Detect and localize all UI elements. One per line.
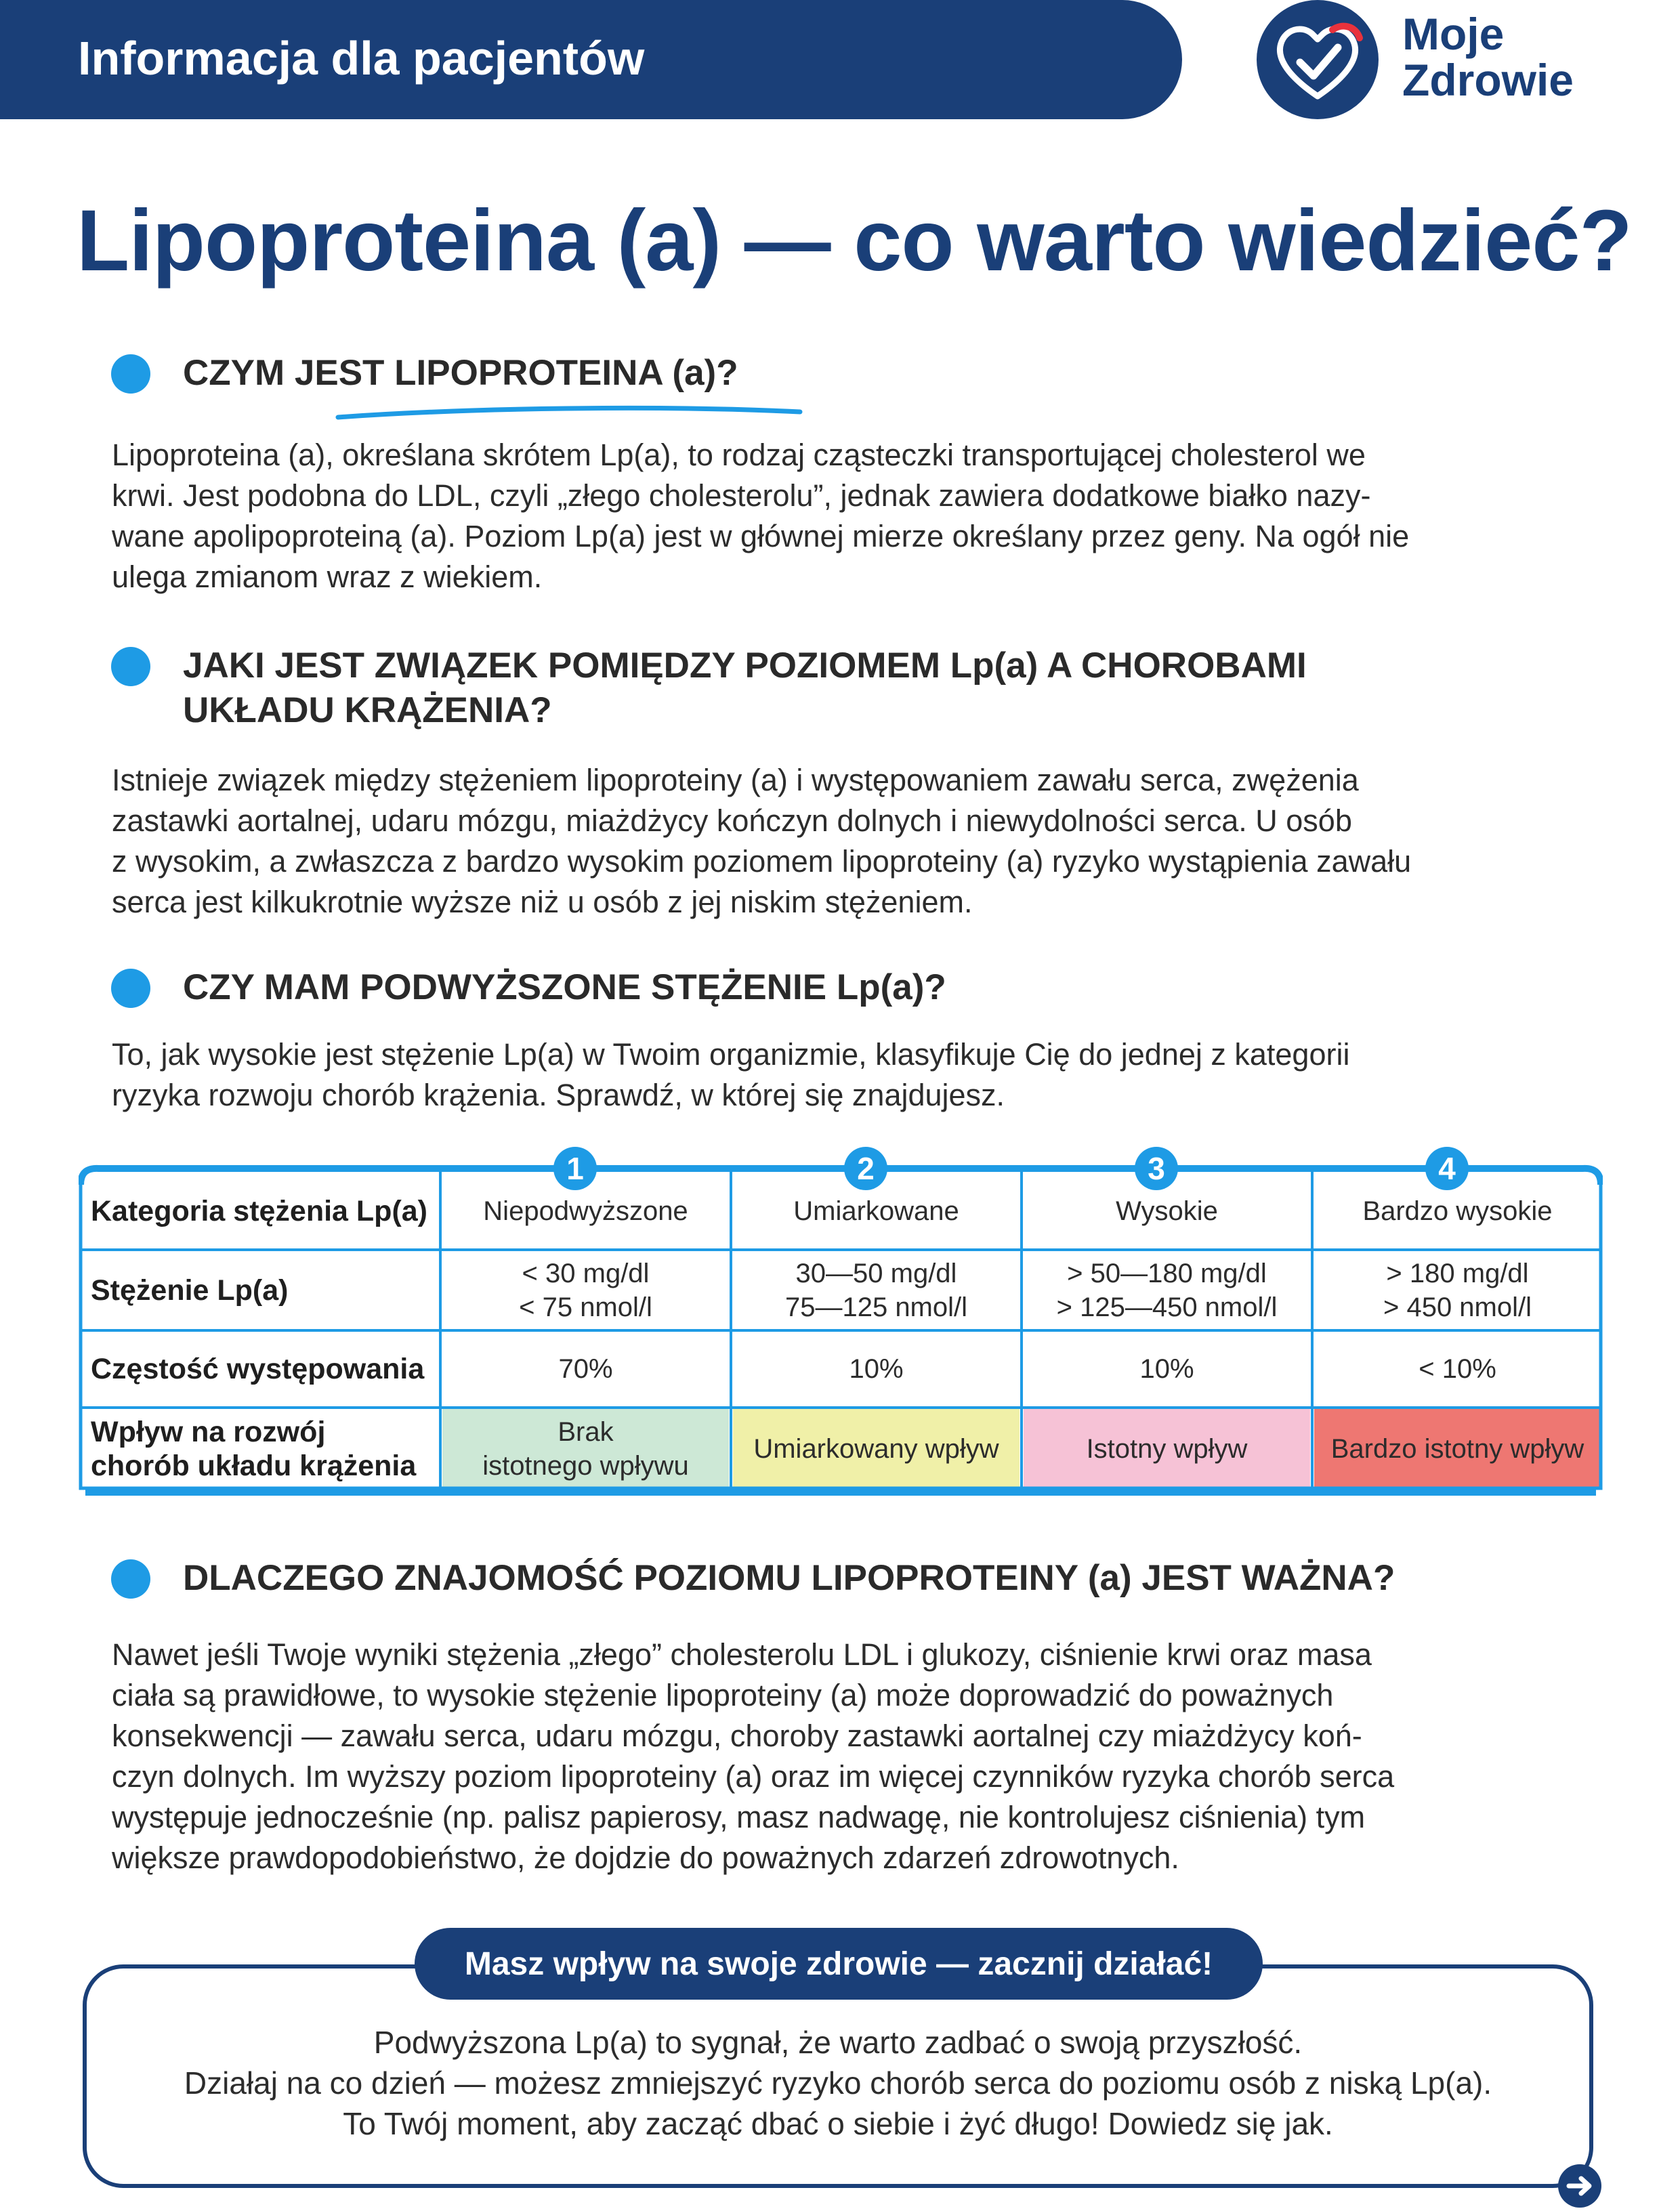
text-line: ulega zmianom wraz z wiekiem. xyxy=(112,560,543,594)
text-line: wane apolipoproteiną (a). Poziom Lp(a) jest w głównej mierze określany przez geny. Na ogół nie xyxy=(112,519,1410,553)
header-banner xyxy=(0,0,1182,119)
callout-line: Podwyższona Lp(a) to sygnał, że warto zadbać o swoją przyszłość. xyxy=(373,2025,1303,2060)
frequency-cell: 70% xyxy=(558,1354,613,1384)
row-label-impact xyxy=(79,1408,440,1490)
row-label-text: Wpływ na rozwój xyxy=(91,1416,326,1448)
value-line: Brak xyxy=(558,1417,614,1447)
value-line: 75—125 nmol/l xyxy=(784,1292,968,1322)
arrow-right-icon xyxy=(1558,2164,1601,2208)
frequency-cell: 10% xyxy=(1139,1354,1194,1384)
heading-line: CZY MAM PODWYŻSZONE STĘŻENIE Lp(a)? xyxy=(183,967,946,1007)
heart-check-icon xyxy=(1257,0,1379,119)
value-line: > 125—450 nmol/l xyxy=(1056,1292,1278,1322)
section-heading-4 xyxy=(183,1556,1395,1601)
text-line: ciała są prawidłowe, to wysokie stężenie lipoproteiny (a) może doprowadzić do poważnych xyxy=(112,1678,1334,1712)
category-number-1: 1 xyxy=(553,1147,597,1190)
section-text-4 xyxy=(112,1635,1568,1878)
section-heading-3 xyxy=(183,965,946,1010)
text-line: Nawet jeśli Twoje wyniki stężenia „złego” cholesterolu LDL i glukozy, ciśnienie krwi oraz masa xyxy=(112,1637,1372,1672)
value-line: Istotny wpływ xyxy=(1086,1434,1248,1464)
row-label-text: chorób układu krążenia xyxy=(91,1450,417,1482)
category-cell: Niepodwyższone xyxy=(483,1196,688,1226)
text-line: To, jak wysokie jest stężenie Lp(a) w Twoim organizmie, klasyfikuje Cię do jednej z kategorii xyxy=(112,1037,1350,1072)
heading-line: CZYM JEST LIPOPROTEINA (a)? xyxy=(183,353,738,393)
heading-line: JAKI JEST ZWIĄZEK POMIĘDZY POZIOMEM Lp(a) A CHOROBAMI xyxy=(183,646,1307,686)
value-line: > 450 nmol/l xyxy=(1383,1292,1532,1322)
text-line: czyn dolnych. Im wyższy poziom lipoproteiny (a) oraz im więcej czynników ryzyka chorób serca xyxy=(112,1759,1395,1794)
value-line: > 50—180 mg/dl xyxy=(1067,1258,1267,1288)
page-title: Lipoproteina (a) — co warto wiedzieć? xyxy=(77,192,1632,289)
section-bullet-1 xyxy=(111,354,150,394)
concentration-cell xyxy=(1312,1250,1603,1330)
section-bullet-2 xyxy=(111,647,150,686)
value-line: > 180 mg/dl xyxy=(1386,1258,1529,1288)
value-line: < 75 nmol/l xyxy=(519,1292,652,1322)
category-cell: Umiarkowane xyxy=(793,1196,959,1226)
section-bullet-4 xyxy=(111,1559,150,1599)
text-line: ryzyka rozwoju chorób krążenia. Sprawdź, w której się znajdujesz. xyxy=(112,1078,1005,1112)
category-cell: Wysokie xyxy=(1116,1196,1218,1226)
text-line: serca jest kilkukrotnie wyższe niż u osób z jej niskim stężeniem. xyxy=(112,885,973,919)
row-label-concentration xyxy=(79,1250,440,1330)
row-label-frequency xyxy=(79,1330,440,1408)
callout-text xyxy=(83,2022,1593,2144)
section-text-1 xyxy=(112,435,1568,597)
text-line: większe prawdopodobieństwo, że dojdzie do poważnych zdarzeń zdrowotnych. xyxy=(112,1840,1179,1875)
frequency-cell: 10% xyxy=(849,1354,904,1384)
concentration-cell xyxy=(731,1250,1022,1330)
logo-text xyxy=(1402,11,1574,103)
text-line: zastawki aortalnej, udaru mózgu, miażdżycy kończyn dolnych i niewydolności serca. U osób xyxy=(112,803,1352,838)
impact-cell xyxy=(731,1408,1022,1490)
logo-line-1: Moje xyxy=(1402,9,1505,59)
section-heading-2 xyxy=(183,644,1307,733)
value-line: Umiarkowany wpływ xyxy=(753,1434,999,1464)
category-number-2: 2 xyxy=(844,1147,887,1190)
text-line: Istnieje związek między stężeniem lipoproteiny (a) i występowaniem zawału serca, zwężenia xyxy=(112,763,1359,797)
row-label-text: Kategoria stężenia Lp(a) xyxy=(91,1194,427,1227)
value-line: Bardzo istotny wpływ xyxy=(1330,1434,1584,1464)
text-line: występuje jednocześnie (np. palisz papierosy, masz nadwagę, nie kontrolujesz ciśnienia) tym xyxy=(112,1800,1366,1834)
impact-cell xyxy=(1022,1408,1312,1490)
risk-table xyxy=(79,1151,1603,1497)
section-text-2 xyxy=(112,760,1568,923)
callout-line: Działaj na co dzień — możesz zmniejszyć ryzyko chorób serca do poziomu osób z niską Lp(a). xyxy=(184,2065,1492,2101)
text-line: krwi. Jest podobna do LDL, czyli „złego cholesterolu”, jednak zawiera dodatkowe białko nazy- xyxy=(112,478,1371,513)
heading-underline xyxy=(335,402,803,423)
text-line: z wysokim, a zwłaszcza z bardzo wysokim poziomem lipoproteiny (a) ryzyko wystąpienia zawału xyxy=(112,844,1412,879)
category-number-4: 4 xyxy=(1425,1147,1469,1190)
next-page-button[interactable] xyxy=(1558,2164,1601,2208)
frequency-cell: < 10% xyxy=(1419,1354,1496,1384)
value-line: istotnego wpływu xyxy=(482,1451,689,1481)
section-heading-1 xyxy=(183,351,738,396)
row-label-text: Stężenie Lp(a) xyxy=(91,1273,289,1307)
section-bullet-3 xyxy=(111,969,150,1008)
heading-line: UKŁADU KRĄŻENIA? xyxy=(183,690,552,730)
impact-cell xyxy=(440,1408,731,1490)
value-line: < 30 mg/dl xyxy=(522,1258,650,1288)
logo-line-2: Zdrowie xyxy=(1402,55,1574,105)
callout-line: To Twój moment, aby zacząć dbać o siebie i żyć długo! Dowiedz się jak. xyxy=(343,2106,1333,2141)
impact-cell xyxy=(1312,1408,1603,1490)
logo xyxy=(1257,0,1379,119)
text-line: Lipoproteina (a), określana skrótem Lp(a), to rodzaj cząsteczki transportującej cholesterol we xyxy=(112,438,1366,472)
category-cell: Bardzo wysokie xyxy=(1362,1196,1553,1226)
concentration-cell xyxy=(1022,1250,1312,1330)
banner-title: Informacja dla pacjentów xyxy=(78,32,645,85)
category-number-3: 3 xyxy=(1135,1147,1178,1190)
section-text-3 xyxy=(112,1034,1568,1116)
callout-label: Masz wpływ na swoje zdrowie — zacznij działać! xyxy=(415,1928,1263,2000)
heading-line: DLACZEGO ZNAJOMOŚĆ POZIOMU LIPOPROTEINY (a) JEST WAŻNA? xyxy=(183,1558,1395,1598)
row-label-text: Częstość występowania xyxy=(91,1353,425,1385)
concentration-cell xyxy=(440,1250,731,1330)
row-label-category xyxy=(79,1172,440,1250)
value-line: 30—50 mg/dl xyxy=(795,1258,957,1288)
text-line: konsekwencji — zawału serca, udaru mózgu, choroby zastawki aortalnej czy miażdżycy koń- xyxy=(112,1719,1362,1753)
